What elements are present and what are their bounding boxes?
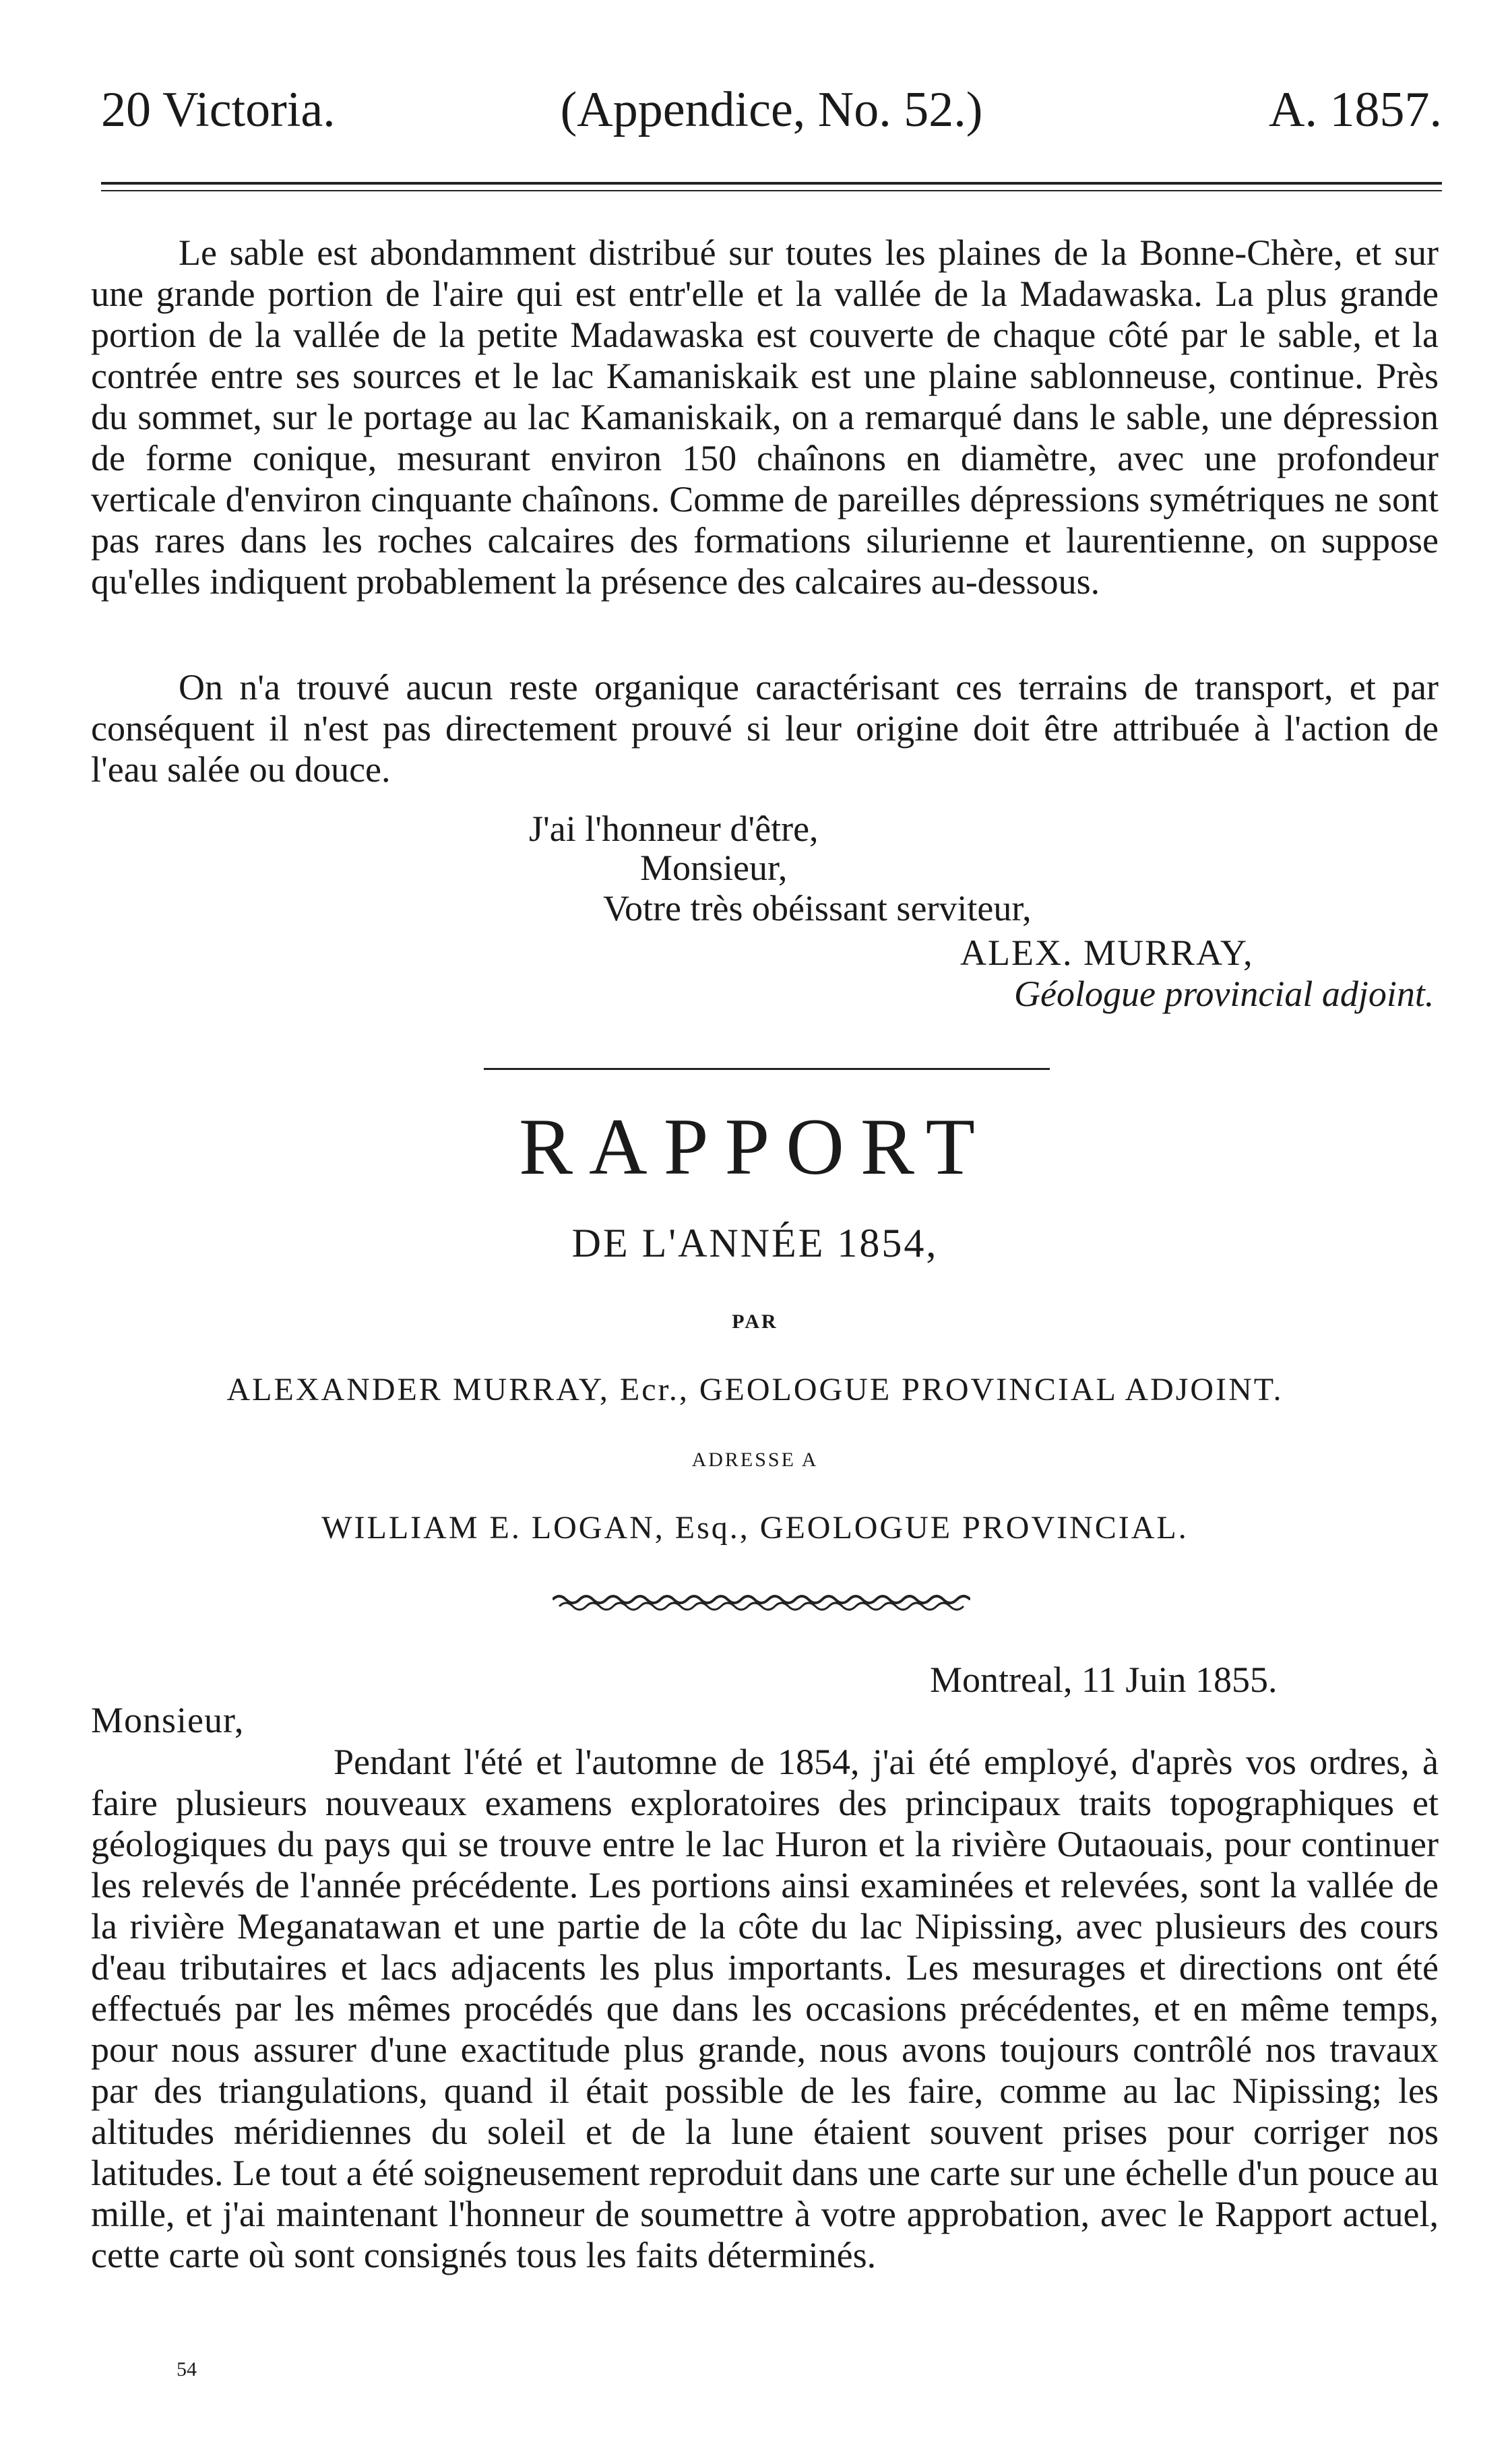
page-number: 54: [177, 2358, 197, 2380]
wavy-line-top: [553, 1596, 970, 1603]
header-appendix: (Appendice, No. 52.): [560, 82, 983, 137]
header-session: 20 Victoria.: [101, 82, 336, 137]
paragraph-sand: [91, 232, 1439, 602]
paragraph-text: Pendant l'été et l'automne de 1854, j'ai été employé, d'après vos ordres, à faire plusieurs nouveaux examens exploratoires des principaux traits topographiques et géologiques du pays qui se trouve entre le lac Huron et la rivière Outaouais, pour continuer les relevés de l'année précédente. Les portions ainsi examinées et relevées, sont la vallée de la rivière Meganatawan et une partie de la côte du lac Nipissing, avec plusieurs des cours d'eau tributaires et lacs adjacents les plus importants. Les mesurages et directions ont été effectués par les mêmes procédés que dans les occasions précédentes, et en même temps, pour nous assurer d'une exactitude plus grande, nous avons toujours contrôlé nos travaux par des triangulations, quand il était possible de les faire, comme au lac Nipissing; les altitudes méridiennes du soleil et de la lune étaient souvent prises pour corriger nos latitudes. Le tout a été soigneusement reproduit dans une carte sur une échelle d'un pouce au mille, et j'ai maintenant l'honneur de soumettre à votre approbation, avec le Rapport actuel, cette carte où sont consignés tous les faits déterminés.: [91, 1742, 1439, 2275]
signature-name: ALEX. MURRAY,: [960, 933, 1254, 973]
paragraph-text: Le sable est abondamment distribué sur toutes les plaines de la Bonne-Chère, et sur une grande portion de l'aire qui est entr'elle et la vallée de la Madawaska. La plus grande portion de la vallée de la petite Madawaska est couverte de chaque côté par le sable, et la contrée entre ses sources et le lac Kamaniskaik est une plaine sablonneuse, continue. Près du sommet, sur le portage au lac Kamaniskaik, on a remarqué dans le sable, une dépression de forme conique, mesurant environ 150 chaînons en diamètre, avec une profondeur verticale d'environ cinquante chaînons. Comme de pareilles dépressions symétriques ne sont pas rares dans les roches calcaires des formations silurienne et laurentienne, on suppose qu'elles indiquent probablement la présence des calcaires au-dessous.: [91, 232, 1439, 602]
wavy-ornament: [553, 1589, 970, 1616]
closing-honour: J'ai l'honneur d'être,: [529, 809, 819, 849]
report-subtitle: DE L'ANNÉE 1854,: [571, 1221, 939, 1265]
closing-servant: Votre très obéissant serviteur,: [603, 888, 1032, 928]
page-header: [101, 80, 1442, 154]
report-adresse: ADRESSE A: [691, 1449, 819, 1471]
letter-salutation: Monsieur,: [91, 1700, 245, 1740]
letter-dateline: Montreal, 11 Juin 1855.: [930, 1660, 1278, 1700]
header-rule-thick: [101, 182, 1442, 185]
report-recipient: WILLIAM E. LOGAN, Esq., GEOLOGUE PROVINCIAL.: [321, 1510, 1189, 1546]
report-par: PAR: [732, 1310, 778, 1333]
section-divider: [484, 1068, 1050, 1070]
letter-body: [91, 1742, 1439, 2276]
header-year: A. 1857.: [1269, 82, 1442, 137]
paragraph-organic: [91, 667, 1439, 790]
report-title: RAPPORT: [519, 1102, 991, 1191]
closing-monsieur: Monsieur,: [640, 848, 788, 888]
signature-title: Géologue provincial adjoint.: [1014, 974, 1435, 1014]
report-author: ALEXANDER MURRAY, Ecr., GEOLOGUE PROVINCIAL ADJOINT.: [226, 1372, 1284, 1408]
paragraph-text: On n'a trouvé aucun reste organique caractérisant ces terrains de transport, et par conséquent il n'est pas directement prouvé si leur origine doit être attribuée à l'action de l'eau salée ou douce.: [91, 667, 1439, 790]
header-rule-thin: [101, 190, 1442, 191]
